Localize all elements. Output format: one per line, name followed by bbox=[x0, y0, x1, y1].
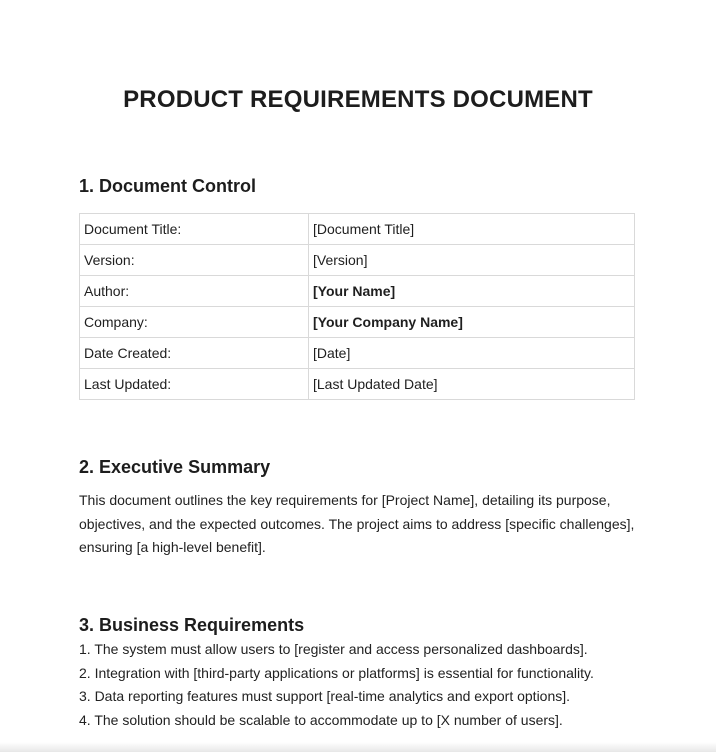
executive-summary-text: This document outlines the key requirements for [Project Name], detailing its purpose, objectives, and the expected outcomes. The project aims to address [specific challenges], ensuring [a high-level benefit]. bbox=[79, 492, 635, 555]
list-item: 2. Integration with [third-party applications or platforms] is essential for functionality. bbox=[79, 664, 594, 681]
list-item: 1. The system must allow users to [register and access personalized dashboards]. bbox=[79, 641, 588, 657]
document-control-heading: 1. Document Control bbox=[79, 176, 257, 196]
row-value-author: [Your Name] bbox=[309, 276, 635, 307]
table-row bbox=[80, 369, 635, 400]
row-value-date-created: [Date] bbox=[309, 338, 635, 369]
row-value-document-title: [Document Title] bbox=[309, 214, 635, 245]
table-row bbox=[80, 307, 635, 338]
row-value-last-updated: [Last Updated Date] bbox=[309, 369, 635, 400]
list-item: 4. The solution should be scalable to accommodate up to [X number of users]. bbox=[79, 711, 563, 728]
row-value-company: [Your Company Name] bbox=[309, 307, 635, 338]
page-bottom-shadow bbox=[0, 742, 716, 752]
row-label-date-created: Date Created: bbox=[80, 338, 309, 369]
list-item: 3. Data reporting features must support [real-time analytics and export options]. bbox=[79, 688, 571, 705]
row-label-document-title: Document Title: bbox=[80, 214, 309, 245]
business-requirements-heading: 3. Business Requirements bbox=[79, 615, 305, 635]
business-requirements-list bbox=[79, 638, 679, 732]
row-label-company: Company: bbox=[80, 307, 309, 338]
table-row bbox=[80, 276, 635, 307]
table-row bbox=[80, 214, 635, 245]
row-label-last-updated: Last Updated: bbox=[80, 369, 309, 400]
row-label-author: Author: bbox=[80, 276, 309, 307]
table-row bbox=[80, 338, 635, 369]
document-control-table bbox=[79, 213, 635, 400]
row-label-version: Version: bbox=[80, 245, 309, 276]
document-title: PRODUCT REQUIREMENTS DOCUMENT bbox=[123, 86, 593, 113]
row-value-version: [Version] bbox=[309, 245, 635, 276]
table-row bbox=[80, 245, 635, 276]
executive-summary-heading: 2. Executive Summary bbox=[79, 457, 271, 477]
